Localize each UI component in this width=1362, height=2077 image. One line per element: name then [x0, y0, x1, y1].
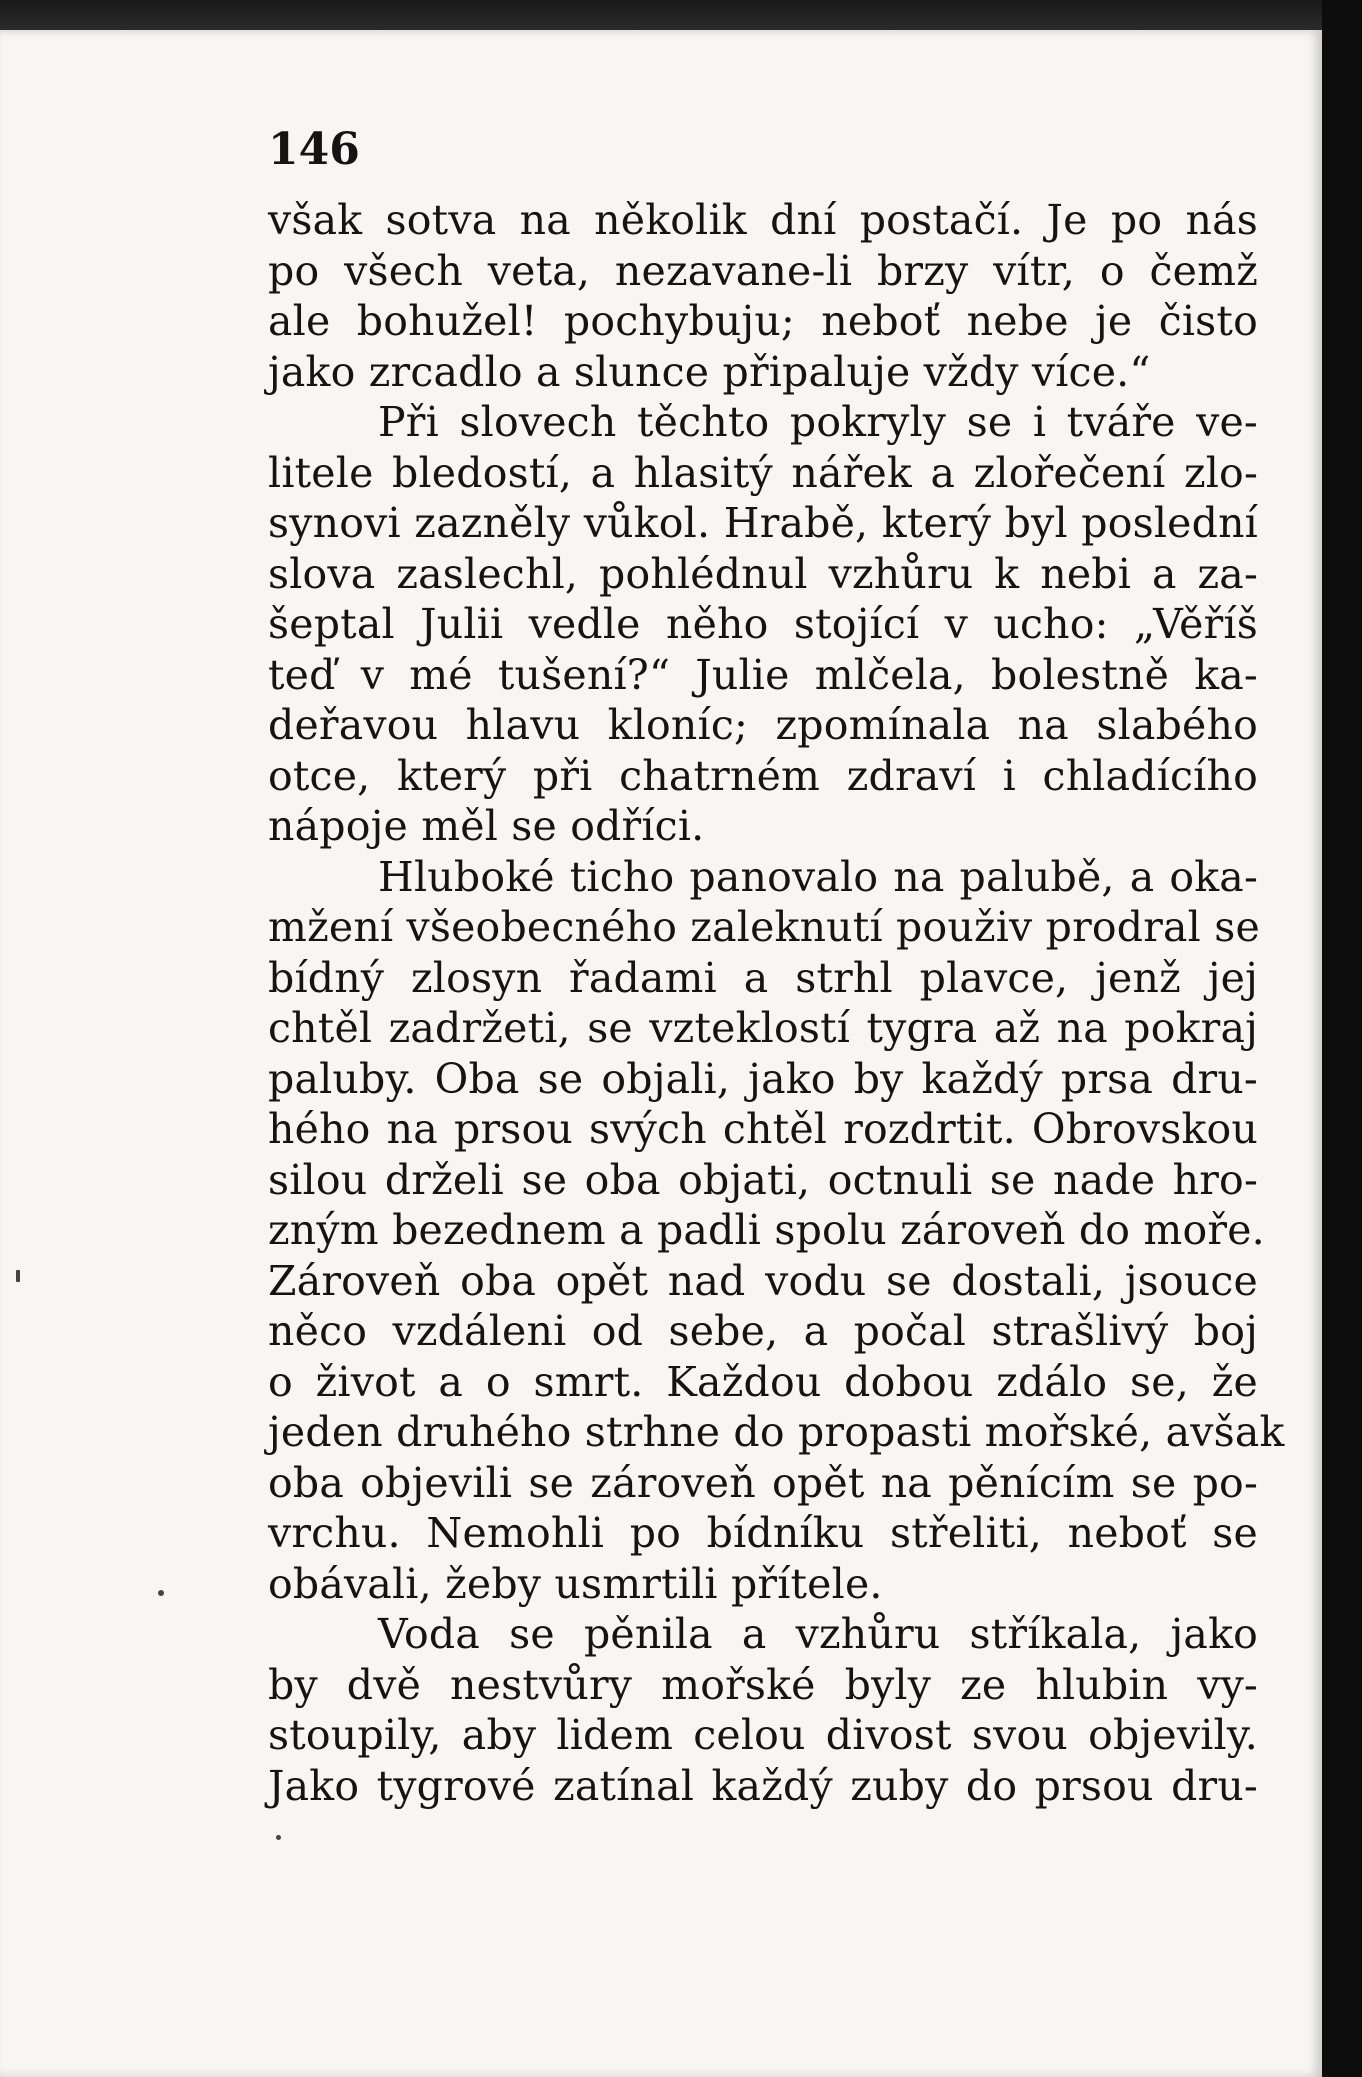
- text-lines: [268, 195, 1285, 1811]
- text-line: chtěl zadržeti, se vzteklostí tygra až na pokraj: [268, 1004, 1258, 1052]
- text-line: bídný zlosyn řadami a strhl plavce, jenž jej: [268, 953, 1258, 1002]
- text-line: deřavou hlavu kloníc; zpomínala na slabého: [268, 701, 1258, 749]
- scan-speck: [158, 1590, 164, 1596]
- text-line: něco vzdáleni od sebe, a počal strašlivý boj: [268, 1307, 1258, 1355]
- text-line: by dvě nestvůry mořské byly ze hlubin vy-: [268, 1660, 1258, 1709]
- book-page: [0, 30, 1322, 2077]
- text-line: teď v mé tušení?“ Julie mlčela, bolestně ka-: [268, 650, 1258, 699]
- text-line: zným bezednem a padli spolu zároveň do moře.: [268, 1206, 1265, 1254]
- text-line: otce, který při chatrném zdraví i chladícího: [268, 751, 1258, 800]
- page-number: 146: [268, 124, 360, 175]
- text-line: Hluboké ticho panovalo na palubě, a oka-: [378, 852, 1258, 901]
- page-text: [268, 115, 1285, 1811]
- text-line: Jako tygrové zatínal každý zuby do prsou dru-: [268, 1761, 1258, 1810]
- scan-speck: [276, 1835, 281, 1840]
- text-line: vrchu. Nemohli po bídníku střeliti, neboť se: [268, 1509, 1258, 1557]
- text-line: Zároveň oba opět nad vodu se dostali, jsouce: [268, 1256, 1258, 1305]
- text-line: po všech veta, nezavane-li brzy vítr, o čemž: [268, 246, 1258, 295]
- text-line: oba objevili se zároveň opět na pěnícím se po-: [268, 1458, 1258, 1507]
- text-line: synovi zazněly vůkol. Hrabě, který byl poslední: [268, 499, 1258, 547]
- text-line: hého na prsou svých chtěl rozdrtit. Obrovskou: [268, 1105, 1258, 1153]
- text-line: stoupily, aby lidem celou divost svou objevily.: [268, 1711, 1258, 1759]
- text-line: jeden druhého strhne do propasti mořské, avšak: [268, 1408, 1285, 1456]
- text-line: však sotva na několik dní postačí. Je po nás: [268, 196, 1258, 244]
- text-line: nápoje měl se odříci.: [268, 802, 705, 850]
- text-line: paluby. Oba se objali, jako by každý prsa dru-: [268, 1054, 1258, 1103]
- text-line: litele bledostí, a hlasitý nářek a zlořečení zlo-: [268, 448, 1258, 497]
- text-line: šeptal Julii vedle něho stojící v ucho: „Věříš: [268, 600, 1258, 648]
- scan-top-edge: [0, 0, 1322, 30]
- text-line: Při slovech těchto pokryly se i tváře ve-: [378, 398, 1258, 446]
- text-line: mžení všeobecného zaleknutí použiv prodral se: [268, 903, 1260, 951]
- text-line: slova zaslechl, pohlédnul vzhůru k nebi a za-: [268, 549, 1258, 598]
- scan-speck: [16, 1270, 20, 1282]
- text-line: ale bohužel! pochybuju; neboť nebe je čisto: [268, 297, 1258, 345]
- text-line: Voda se pěnila a vzhůru stříkala, jako: [378, 1610, 1258, 1658]
- text-line: obávali, žeby usmrtili přítele.: [268, 1559, 883, 1608]
- text-line: jako zrcadlo a slunce připaluje vždy více.“: [268, 347, 1151, 396]
- text-line: silou drželi se oba objati, octnuli se nade hro-: [268, 1155, 1258, 1204]
- text-line: o život a o smrt. Každou dobou zdálo se, že: [268, 1357, 1258, 1406]
